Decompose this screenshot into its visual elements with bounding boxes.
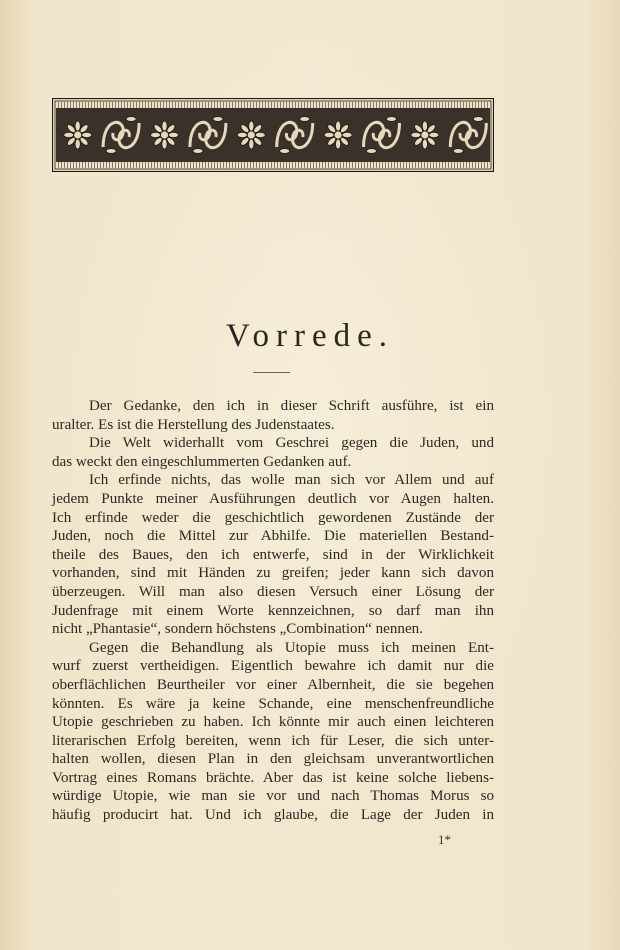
text-line: häufig producirt hat. Und ich glaube, die Lage der Juden in bbox=[52, 807, 494, 824]
ornament-motif bbox=[237, 121, 265, 149]
text-line: würdige Utopie, wie man sie vor und nach Thomas Morus so bbox=[52, 788, 494, 805]
text-line: Gegen die Behandlung als Utopie muss ich meinen Ent- bbox=[89, 639, 494, 656]
text-line: Ich erfinde weder die geschichtlich gewordenen Zustände der bbox=[52, 509, 494, 526]
ornamental-headpiece bbox=[52, 98, 494, 172]
text-line: könnten. Es wäre ja keine Schande, eine menschenfreundliche bbox=[52, 695, 494, 712]
text-line: nicht „Phantasie“, sondern höchstens „Combination“ nennen. bbox=[52, 621, 423, 638]
text-line: Die Welt widerhallt vom Geschrei gegen die Juden, und bbox=[89, 435, 494, 452]
text-line: jedem Punkte meiner Ausführungen deutlich vor Augen halten. bbox=[52, 490, 494, 507]
text-line: vorhanden, sind mit Händen zu greifen; jeder kann sich davon bbox=[52, 565, 494, 582]
text-line: das weckt den eingeschlummerten Gedanken auf. bbox=[52, 453, 352, 470]
text-line: uralter. Es ist die Herstellung des Judenstaates. bbox=[52, 416, 335, 433]
page-title: Vorrede. bbox=[225, 318, 395, 354]
ornament-motif bbox=[324, 121, 352, 149]
text-line: literarischen Erfolg bereiten, wenn ich für Leser, die sich unter- bbox=[52, 732, 494, 749]
text-line: Vortrag eines Romans brächte. Aber das ist keine solche liebens- bbox=[52, 769, 494, 786]
text-line: Utopie geschrieben zu haben. Ich könnte mir auch einen leichteren bbox=[52, 714, 494, 731]
text-line: überzeugen. Will man also diesen Versuch einer Lösung der bbox=[52, 583, 494, 600]
text-line: Juden, noch die Mittel zur Abhilfe. Die materiellen Bestand- bbox=[52, 528, 494, 545]
text-line: oberflächlichen Beurtheiler vor einer Albernheit, die sie begehen bbox=[52, 676, 494, 693]
ornament-motif bbox=[411, 121, 439, 149]
text-line: wurf zuerst vertheidigen. Eigentlich bewahre ich damit nur die bbox=[52, 658, 494, 675]
body-text bbox=[52, 397, 494, 825]
ornament-motif bbox=[64, 121, 92, 149]
text-line: Judenfrage mit einem Worte kennzeichnen, so darf man ihn bbox=[52, 602, 494, 619]
text-line: Ich erfinde nichts, das wolle man sich vor Allem und auf bbox=[89, 472, 494, 489]
text-line: theile des Baues, den ich entwerfe, sind in der Wirklichkeit bbox=[52, 546, 494, 563]
text-line: Der Gedanke, den ich in dieser Schrift ausführe, ist ein bbox=[89, 398, 494, 414]
text-line: halten wollen, diesen Plan in den gleichsam unverantwortlichen bbox=[52, 751, 494, 768]
title-rule bbox=[253, 372, 290, 373]
signature-mark: 1* bbox=[438, 832, 451, 847]
ornament-motif bbox=[151, 121, 179, 149]
